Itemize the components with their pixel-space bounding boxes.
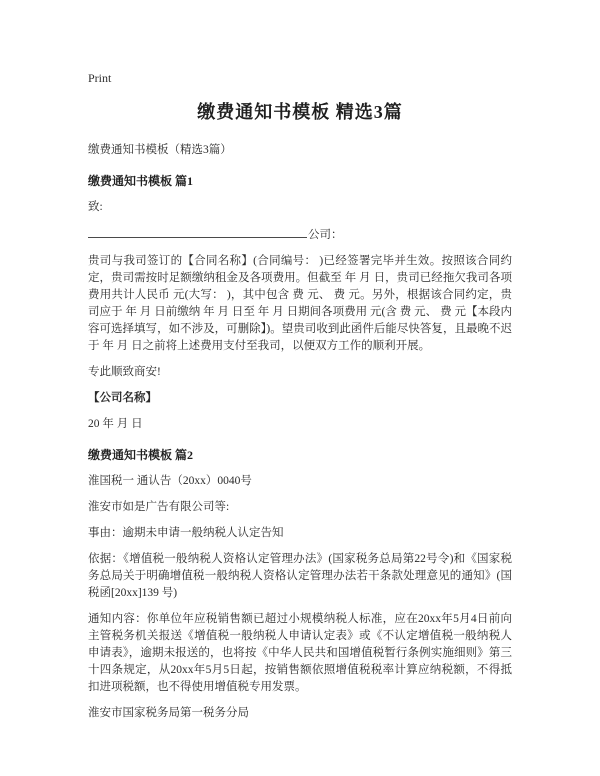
print-button[interactable]: Print — [88, 71, 112, 85]
recipient-line: 淮安市如是广告有限公司等: — [88, 501, 230, 513]
signature-company-name: 【公司名称】 — [88, 392, 157, 404]
subject-line: 事由：逾期未申请一般纳税人认定告知 — [88, 527, 284, 539]
issuer-line: 淮安市国家税务局第一税务分局 — [88, 707, 249, 719]
section-1-heading: 缴费通知书模板 篇1 — [88, 174, 194, 188]
salutation: 致: — [88, 201, 103, 213]
section-1-body-paragraph: 贵司与我司签订的【合同名称】(合同编号： )已经签署完毕并生效。按照该合同约定，贵司需按时足额缴纳租金及各项费用。但截至 年 月 日，贵司已经拖欠我司各项费用共计人民币 元(大写： )，其中包含 费 元、 费 元。另外，根据该合同约定，贵司应于 年 月 日前缴纳 年 月 日至 年 月 日期间各项费用 元(含 费 元、 费 元【本段内容可选择填写，如不涉及，可删除】)。望贵司收到此函件后能尽快答复，且最晚不迟于 年 月 日之前将上述费用支付至我司，以便双方工作的顺利开展。 — [88, 255, 512, 352]
document-subtitle: 缴费通知书模板（精选3篇） — [88, 144, 232, 156]
document-body — [88, 133, 512, 731]
closing-line: 专此顺致商安! — [88, 366, 161, 378]
section-2-heading: 缴费通知书模板 篇2 — [88, 448, 194, 462]
doc-number-line: 淮国税一 通认告（20xx）0040号 — [88, 475, 252, 487]
page-title: 缴费通知书模板 精选3篇 — [197, 102, 403, 122]
basis-paragraph: 依据：《增值税一般纳税人资格认定管理办法》(国家税务总局第22号令)和《国家税务总局关于明确增值税一般纳税人资格认定管理办法若干条款处理意见的通知》(国税函[20xx]139 号) — [88, 553, 512, 599]
notice-paragraph: 通知内容：你单位年应税销售额已超过小规模纳税人标准，应在20xx年5月4日前向主管税务机关报送《增值税一般纳税人申请认定表》或《不认定增值税一般纳税人申请表》，逾期未报送的，也将按《中华人民共和国增值税暂行条例实施细则》第三十四条规定，从20xx年5月5日起，按销售额依照增值税税率计算应纳税额，不得抵扣进项税额，也不得使用增值税专用发票。 — [88, 613, 512, 693]
company-blank-line — [88, 225, 307, 238]
date-line: 20 年 月 日 — [88, 418, 143, 430]
company-blank-row — [88, 225, 512, 244]
company-label: 公司： — [308, 229, 343, 241]
